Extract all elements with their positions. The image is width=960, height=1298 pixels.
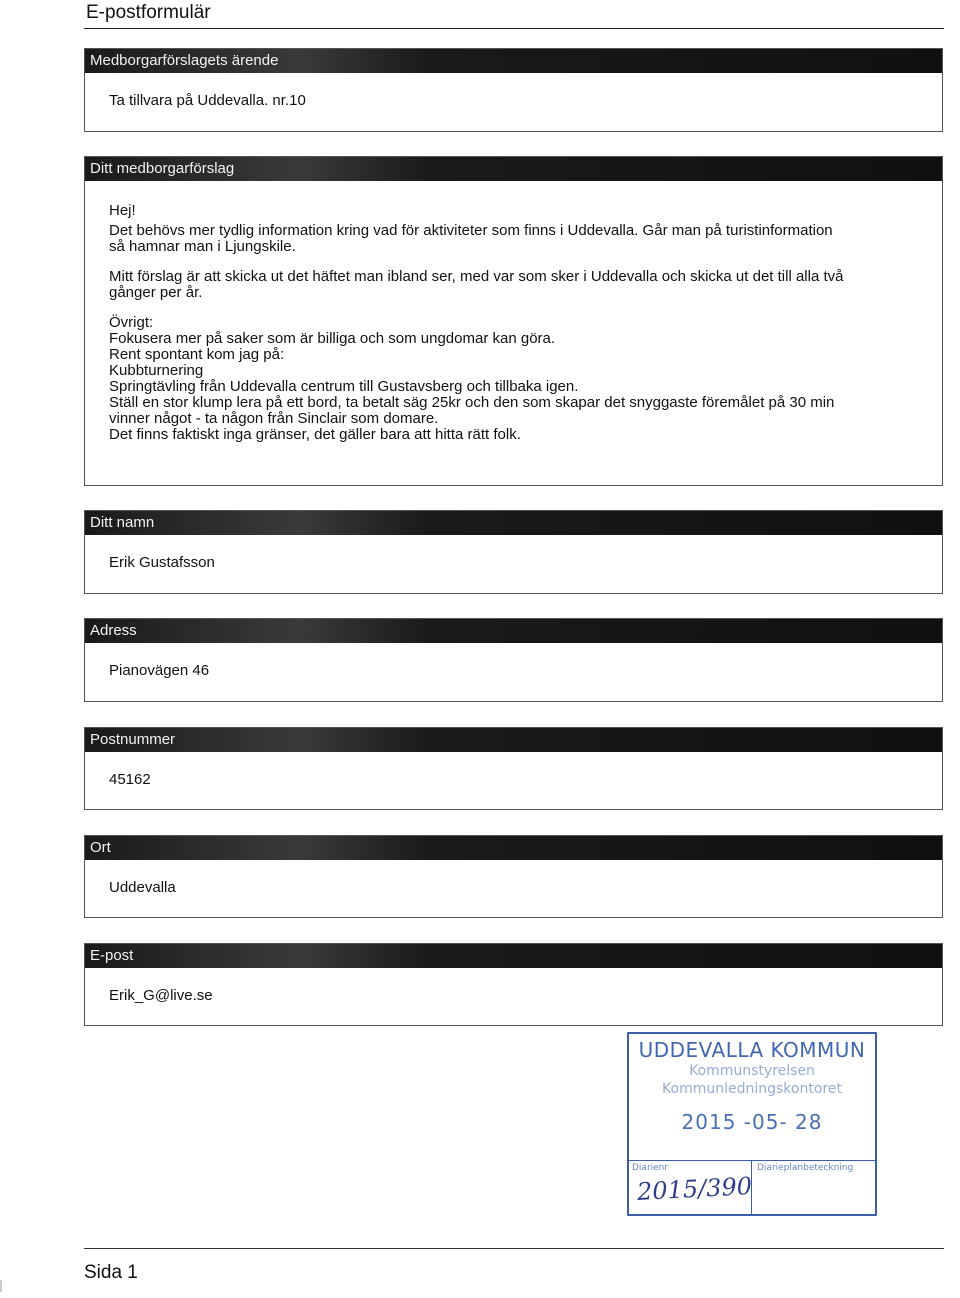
ovrigt-line5: Ställ en stor klump lera på ett bord, ta betalt säg 25kr och den som skapar det snyggaste föremålet på 30 min (109, 394, 835, 411)
section-header-namn: Ditt namn (85, 511, 942, 535)
section-postnummer (84, 727, 943, 810)
section-header-forslag: Ditt medborgarförslag (85, 157, 942, 181)
section-epost (84, 943, 943, 1026)
stamp-diarieplan-label: Diarieplanbeteckning (757, 1163, 854, 1173)
stamp-diarienr-cell (629, 1161, 752, 1215)
stamp-diarienr-handwritten: 2015/390 (636, 1172, 753, 1206)
section-header-adress: Adress (85, 619, 942, 643)
stamp-line2: Kommunledningskontoret (662, 1081, 842, 1097)
ovrigt-line1: Fokusera mer på saker som är billiga och som ungdomar kan göra. (109, 330, 556, 347)
forslag-p1-line1: Det behövs mer tydlig information kring vad för aktiviteter som finns i Uddevalla. Går man på turistinformation (109, 222, 833, 239)
section-arende (84, 48, 943, 132)
ovrigt-line4: Springtävling från Uddevalla centrum till Gustavsberg och tillbaka igen. (109, 378, 579, 395)
epost-value: Erik_G@live.se (109, 987, 213, 1004)
ovrigt-line6: vinner något - ta någon från Sinclair som domare. (109, 410, 439, 427)
forslag-p2-line2: gånger per år. (109, 284, 203, 301)
section-namn (84, 510, 943, 594)
adress-value: Pianovägen 46 (109, 662, 210, 679)
forslag-p2-line1: Mitt förslag är att skicka ut det häftet man ibland ser, med var som sker i Uddevalla och skicka ut det till alla två (109, 268, 844, 285)
arende-value: Ta tillvara på Uddevalla. nr.10 (109, 92, 306, 109)
section-adress (84, 618, 943, 702)
page-number: Sida 1 (84, 1262, 138, 1283)
forslag-p1-line2: så hamnar man i Ljungskile. (109, 238, 296, 255)
ort-value: Uddevalla (109, 879, 176, 896)
title-divider (84, 28, 944, 29)
ovrigt-heading: Övrigt: (109, 314, 154, 331)
registration-stamp (627, 1032, 877, 1216)
ovrigt-line3: Kubbturnering (109, 362, 204, 379)
section-header-arende: Medborgarförslagets ärende (85, 49, 942, 73)
stamp-date: 2015 -05- 28 (681, 1110, 823, 1134)
footer-divider (84, 1248, 944, 1249)
namn-value: Erik Gustafsson (109, 554, 215, 571)
stamp-title: UDDEVALLA KOMMUN (638, 1038, 866, 1062)
forslag-greeting: Hej! (109, 202, 136, 219)
section-header-epost: E-post (85, 944, 942, 968)
section-header-postnummer: Postnummer (85, 728, 942, 752)
section-ort (84, 835, 943, 918)
postnummer-value: 45162 (109, 771, 151, 788)
scan-edge-mark (0, 1280, 2, 1292)
section-forslag (84, 156, 943, 486)
stamp-line1: Kommunstyrelsen (689, 1063, 815, 1079)
section-header-ort: Ort (85, 836, 942, 860)
ovrigt-line2: Rent spontant kom jag på: (109, 346, 285, 363)
ovrigt-line7: Det finns faktiskt inga gränser, det gäller bara att hitta rätt folk. (109, 426, 521, 443)
stamp-diarienr-label: Diarienr (632, 1163, 669, 1173)
page-title: E-postformulär (86, 2, 211, 23)
stamp-grid (629, 1160, 875, 1215)
